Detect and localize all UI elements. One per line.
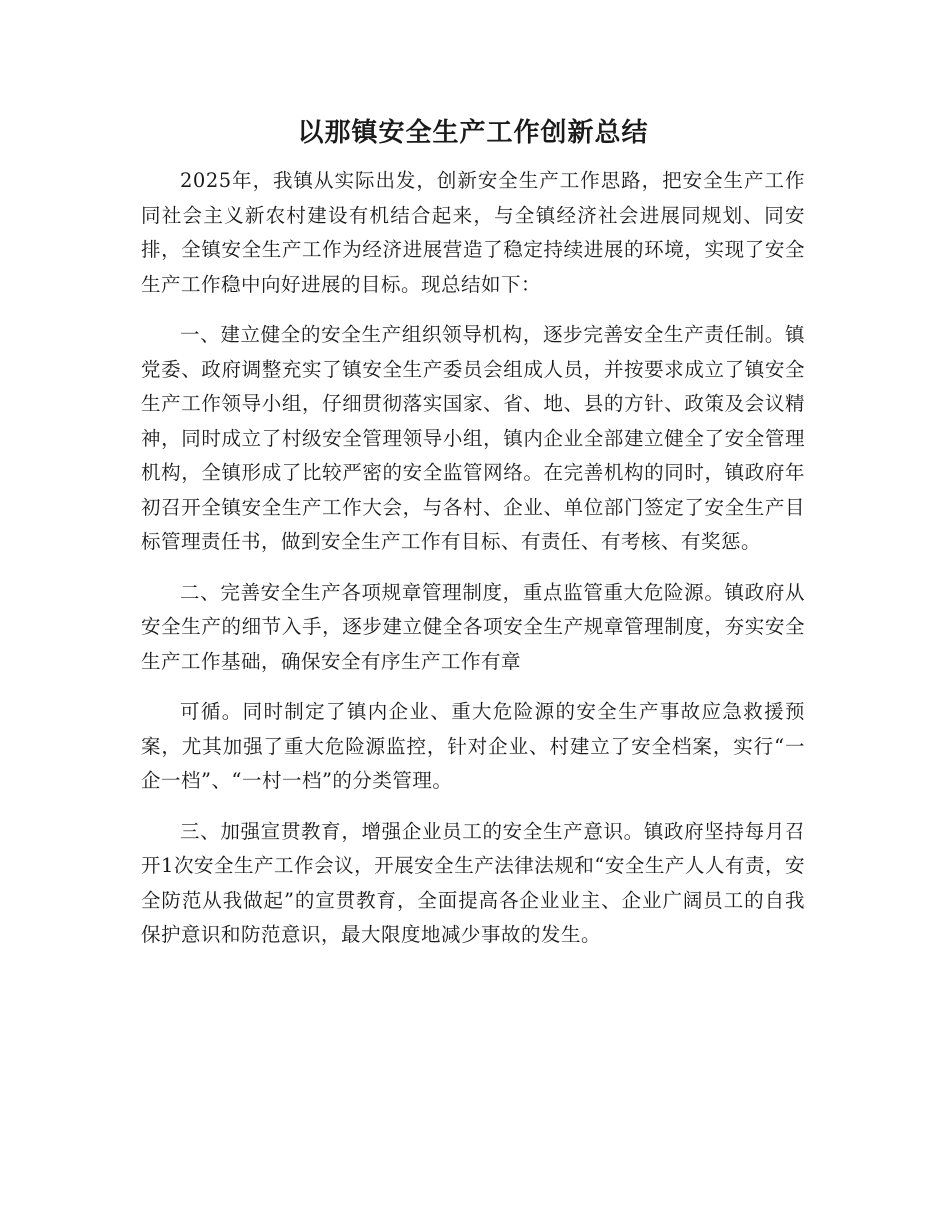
paragraph-section-2: 二、完善安全生产各项规章管理制度，重点监管重大危险源。镇政府从安全生产的细节入手，逐步建立健全各项安全生产规章管理制度，夯实安全生产工作基础，确保安全有序生产工作有章 [141,580,805,673]
paragraph-section-3: 三、加强宣贯教育，增强企业员工的安全生产意识。镇政府坚持每月召开1次安全生产工作会议，开展安全生产法律法规和“安全生产人人有责，安全防范从我做起”的宣贯教育，全面提高各企业业主、企业广阔员工的自我保护意识和防范意识，最大限度地减少事故的发生。 [141,819,805,946]
paragraph-intro: 2025年，我镇从实际出发，创新安全生产工作思路，把安全生产工作同社会主义新农村建设有机结合起来，与全镇经济社会进展同规划、同安排，全镇安全生产工作为经济进展营造了稳定持续进展的环境，实现了安全生产工作稳中向好进展的目标。现总结如下： [141,169,805,296]
paragraph-section-2-continued: 可循。同时制定了镇内企业、重大危险源的安全生产事故应急救援预案，尤其加强了重大危险源监控，针对企业、村建立了安全档案，实行“一企一档”、“一村一档”的分类管理。 [141,700,805,792]
document-title: 以那镇安全生产工作创新总结 [297,118,649,148]
document-page [141,112,805,969]
paragraph-section-1: 一、建立健全的安全生产组织领导机构，逐步完善安全生产责任制。镇党委、政府调整充实了镇安全生产委员会组成人员，并按要求成立了镇安全生产工作领导小组，仔细贯彻落实国家、省、地、县的方针、政策及会议精神，同时成立了村级安全管理领导小组，镇内企业全部建立健全了安全管理机构，全镇形成了比较严密的安全监管网络。在完善机构的同时，镇政府年初召开全镇安全生产工作大会，与各村、企业、单位部门签定了安全生产目标管理责任书，做到安全生产工作有目标、有责任、有考核、有奖惩。 [141,323,805,553]
